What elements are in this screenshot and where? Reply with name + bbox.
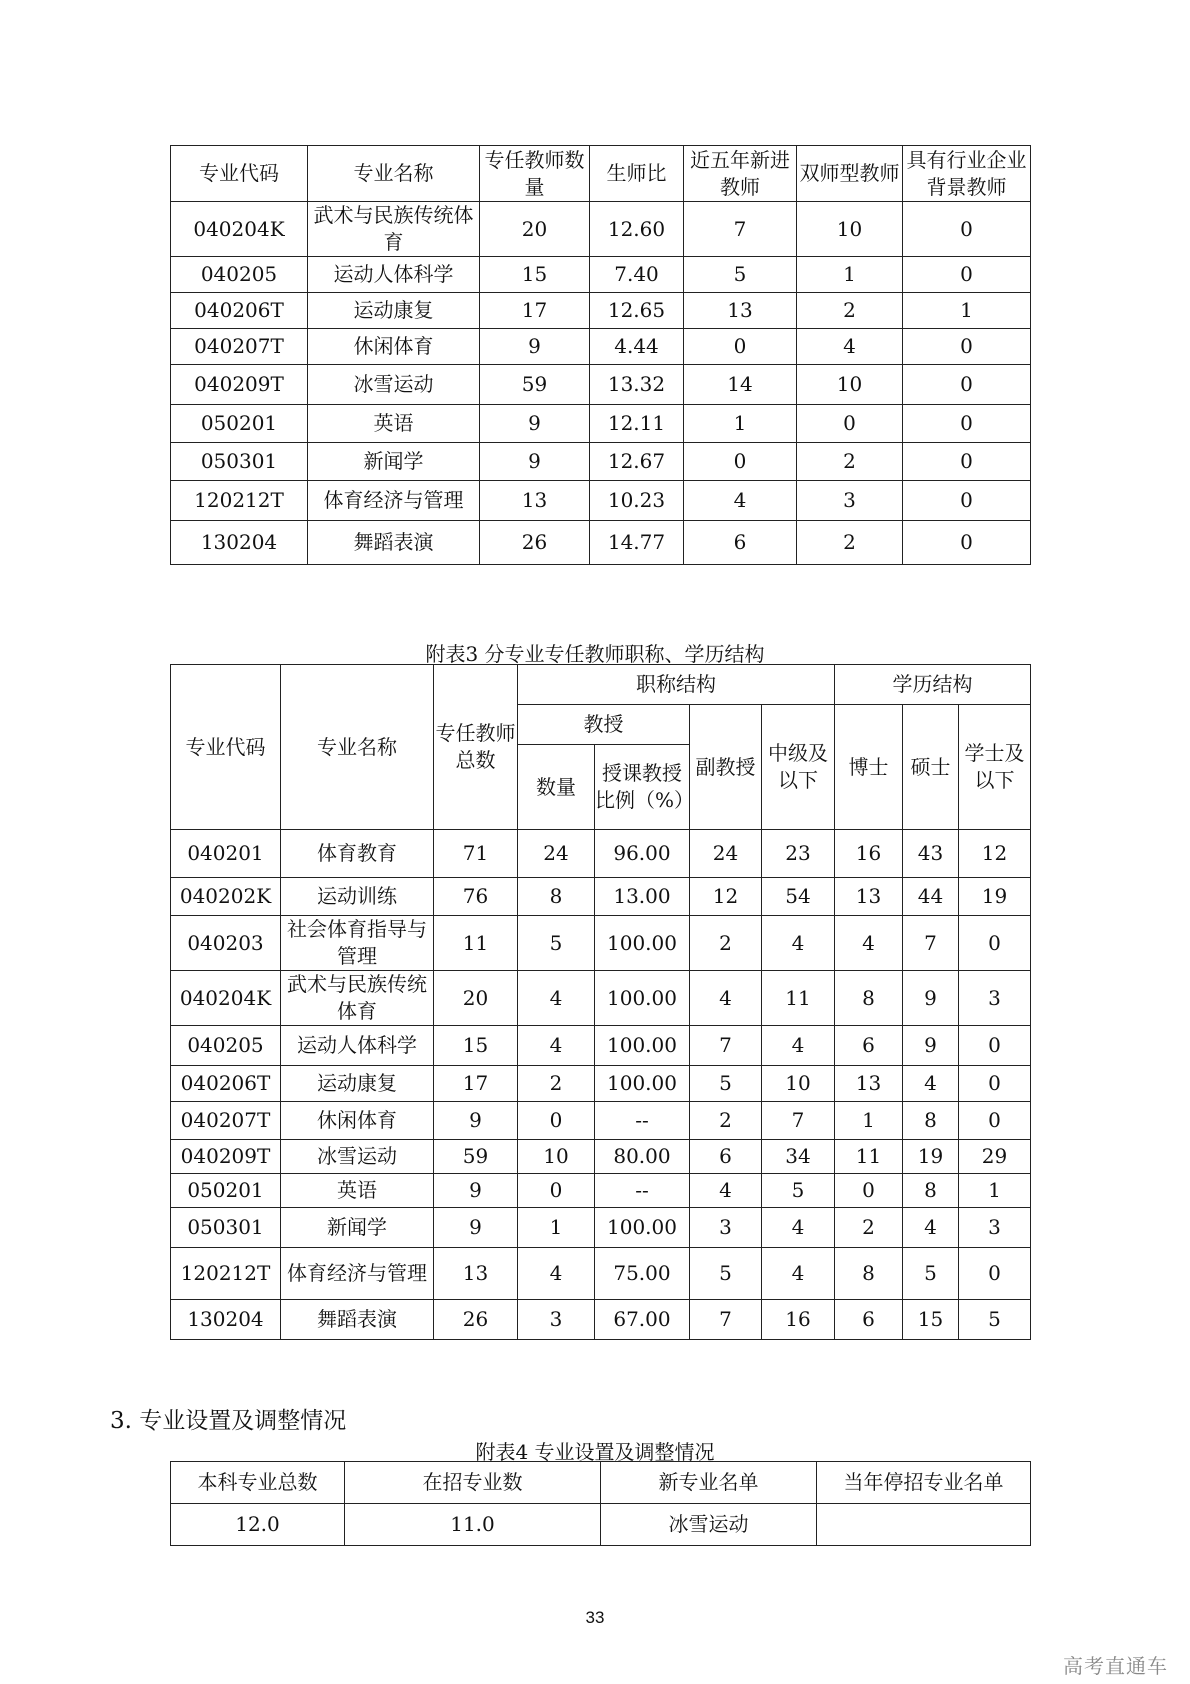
header-cell: 双师型教师 <box>797 146 903 202</box>
table-cell: 1 <box>903 293 1031 329</box>
table-cell: 社会体育指导与管理 <box>281 916 434 971</box>
faculty-ratio-table <box>170 145 1031 565</box>
table-cell: 3 <box>959 1208 1031 1248</box>
table-cell: 0 <box>903 521 1031 565</box>
table-cell: 050301 <box>171 443 308 481</box>
table-cell: 12.67 <box>590 443 684 481</box>
table-cell: 9 <box>903 971 959 1026</box>
table-cell: 040204K <box>171 202 308 257</box>
table-row <box>171 405 1031 443</box>
table-cell: 7 <box>690 1026 762 1066</box>
table-row <box>171 481 1031 521</box>
table-cell: 13 <box>684 293 797 329</box>
header-cell: 生师比 <box>590 146 684 202</box>
table-cell: -- <box>595 1174 690 1208</box>
table-cell: 80.00 <box>595 1140 690 1174</box>
table-cell: 0 <box>903 443 1031 481</box>
table-cell: 120212T <box>171 481 308 521</box>
table-cell: 54 <box>762 878 835 916</box>
header-prof-count: 数量 <box>518 745 595 830</box>
table-cell: 10 <box>797 202 903 257</box>
table-cell: 16 <box>762 1300 835 1340</box>
table-cell: 13.00 <box>595 878 690 916</box>
table-cell: 9 <box>434 1174 518 1208</box>
table-row <box>171 1248 1031 1300</box>
header-cell: 近五年新进教师 <box>684 146 797 202</box>
table4-caption: 附表4 专业设置及调整情况 <box>475 1440 715 1464</box>
table-cell: 040206T <box>171 293 308 329</box>
table-cell: 17 <box>434 1066 518 1102</box>
table-cell: 运动人体科学 <box>281 1026 434 1066</box>
table-cell: 20 <box>480 202 590 257</box>
table-cell: 1 <box>684 405 797 443</box>
table-row <box>171 916 1031 971</box>
table-cell: 武术与民族传统体育 <box>281 971 434 1026</box>
table-cell: 舞蹈表演 <box>281 1300 434 1340</box>
watermark-text: 高考直通车 <box>1063 1654 1168 1678</box>
table-cell: 8 <box>835 1248 903 1300</box>
table-cell: 15 <box>480 257 590 293</box>
header-cell: 新专业名单 <box>601 1462 817 1504</box>
table-cell: 100.00 <box>595 1026 690 1066</box>
table-cell: 13 <box>835 878 903 916</box>
header-mid-level: 中级及以下 <box>762 705 835 830</box>
table-cell: 040207T <box>171 329 308 365</box>
table-cell: 0 <box>684 329 797 365</box>
table-cell: 4 <box>797 329 903 365</box>
table-cell: 4 <box>762 1248 835 1300</box>
table-cell: 040206T <box>171 1066 281 1102</box>
table-cell: 5 <box>903 1248 959 1300</box>
table-cell: 舞蹈表演 <box>308 521 480 565</box>
table-cell: 2 <box>797 443 903 481</box>
table-cell: 59 <box>480 365 590 405</box>
table-row <box>171 329 1031 365</box>
table-cell: 4 <box>518 971 595 1026</box>
table-cell: 10 <box>797 365 903 405</box>
table-cell: 0 <box>959 916 1031 971</box>
table-cell: 12 <box>959 830 1031 878</box>
table-row <box>171 202 1031 257</box>
table-cell: 7 <box>690 1300 762 1340</box>
table-cell: 0 <box>518 1102 595 1140</box>
table-cell: 2 <box>518 1066 595 1102</box>
table-cell: 15 <box>903 1300 959 1340</box>
table-cell: 体育经济与管理 <box>308 481 480 521</box>
table-cell: 9 <box>480 329 590 365</box>
table-row <box>171 1300 1031 1340</box>
table-cell: 体育教育 <box>281 830 434 878</box>
table-cell: 5 <box>762 1174 835 1208</box>
header-assoc-prof: 副教授 <box>690 705 762 830</box>
table-cell: 19 <box>959 878 1031 916</box>
table-cell: 5 <box>959 1300 1031 1340</box>
table-cell: 9 <box>434 1208 518 1248</box>
table-cell: 5 <box>518 916 595 971</box>
table-cell: 120212T <box>171 1248 281 1300</box>
table-cell: 050201 <box>171 1174 281 1208</box>
table-cell: 040209T <box>171 365 308 405</box>
header-code: 专业代码 <box>171 665 281 830</box>
table-row <box>171 878 1031 916</box>
table-cell: 13 <box>835 1066 903 1102</box>
table-cell: 0 <box>959 1102 1031 1140</box>
header-total: 专任教师总数 <box>434 665 518 830</box>
table-cell: 12.60 <box>590 202 684 257</box>
table-cell: 9 <box>480 405 590 443</box>
table-cell: 43 <box>903 830 959 878</box>
table-cell: 24 <box>518 830 595 878</box>
table-cell: 23 <box>762 830 835 878</box>
table-cell: 96.00 <box>595 830 690 878</box>
table-cell: 9 <box>480 443 590 481</box>
table-cell: 3 <box>797 481 903 521</box>
table-cell: -- <box>595 1102 690 1140</box>
table-cell: 75.00 <box>595 1248 690 1300</box>
table-cell: 休闲体育 <box>308 329 480 365</box>
table-cell: 4 <box>762 1208 835 1248</box>
header-prof-ratio: 授课教授比例（%） <box>595 745 690 830</box>
table-cell: 11 <box>835 1140 903 1174</box>
table-cell: 040202K <box>171 878 281 916</box>
table-cell: 12.65 <box>590 293 684 329</box>
header-cell: 当年停招专业名单 <box>817 1462 1031 1504</box>
table-cell: 6 <box>690 1140 762 1174</box>
table-cell: 3 <box>518 1300 595 1340</box>
table-cell: 12.11 <box>590 405 684 443</box>
header-master: 硕士 <box>903 705 959 830</box>
table-cell: 16 <box>835 830 903 878</box>
table-cell: 5 <box>690 1066 762 1102</box>
table-cell: 3 <box>959 971 1031 1026</box>
table-cell: 4 <box>903 1208 959 1248</box>
header-phd: 博士 <box>835 705 903 830</box>
table-cell: 冰雪运动 <box>281 1140 434 1174</box>
table-cell: 冰雪运动 <box>308 365 480 405</box>
table-cell: 2 <box>835 1208 903 1248</box>
table-cell: 运动训练 <box>281 878 434 916</box>
table-row <box>171 1102 1031 1140</box>
table-cell: 040205 <box>171 1026 281 1066</box>
table-cell: 1 <box>959 1174 1031 1208</box>
header-cell: 专业代码 <box>171 146 308 202</box>
table-cell: 100.00 <box>595 971 690 1026</box>
table-cell: 4 <box>518 1248 595 1300</box>
table-cell: 14 <box>684 365 797 405</box>
table-cell: 050201 <box>171 405 308 443</box>
table-row <box>171 1140 1031 1174</box>
table-row <box>171 1066 1031 1102</box>
table-cell: 59 <box>434 1140 518 1174</box>
page-number: 33 <box>585 1608 605 1627</box>
table-cell: 26 <box>480 521 590 565</box>
table-cell: 050301 <box>171 1208 281 1248</box>
table-cell: 2 <box>690 916 762 971</box>
table-cell: 1 <box>835 1102 903 1140</box>
title-degree-structure-table <box>170 664 1031 1340</box>
table-cell: 24 <box>690 830 762 878</box>
table-cell: 1 <box>797 257 903 293</box>
table-cell: 3 <box>690 1208 762 1248</box>
table-cell: 11.0 <box>345 1504 601 1546</box>
table-cell <box>817 1504 1031 1546</box>
table-cell: 8 <box>518 878 595 916</box>
table-cell: 2 <box>690 1102 762 1140</box>
table-cell: 0 <box>835 1174 903 1208</box>
table-cell: 冰雪运动 <box>601 1504 817 1546</box>
table-cell: 13.32 <box>590 365 684 405</box>
header-cell: 本科专业总数 <box>171 1462 345 1504</box>
table-cell: 0 <box>903 405 1031 443</box>
table-cell: 10.23 <box>590 481 684 521</box>
table-cell: 武术与民族传统体育 <box>308 202 480 257</box>
table-cell: 12.0 <box>171 1504 345 1546</box>
table-cell: 130204 <box>171 521 308 565</box>
table-cell: 0 <box>903 481 1031 521</box>
table3-caption: 附表3 分专业专任教师职称、学历结构 <box>425 642 765 666</box>
table-cell: 040209T <box>171 1140 281 1174</box>
table-cell: 11 <box>762 971 835 1026</box>
table-cell: 100.00 <box>595 1066 690 1102</box>
table-cell: 0 <box>518 1174 595 1208</box>
table-cell: 0 <box>684 443 797 481</box>
table-cell: 13 <box>434 1248 518 1300</box>
table-cell: 4 <box>690 971 762 1026</box>
table-cell: 休闲体育 <box>281 1102 434 1140</box>
table-cell: 130204 <box>171 1300 281 1340</box>
table-header-row <box>171 1462 1031 1504</box>
table-cell: 34 <box>762 1140 835 1174</box>
table-cell: 040205 <box>171 257 308 293</box>
table-cell: 体育经济与管理 <box>281 1248 434 1300</box>
table-cell: 0 <box>797 405 903 443</box>
table-cell: 9 <box>434 1102 518 1140</box>
table-cell: 7 <box>762 1102 835 1140</box>
table-row <box>171 365 1031 405</box>
table-cell: 100.00 <box>595 916 690 971</box>
table-cell: 19 <box>903 1140 959 1174</box>
table-cell: 4 <box>903 1066 959 1102</box>
section-heading: 3. 专业设置及调整情况 <box>110 1408 347 1434</box>
header-cell: 具有行业企业背景教师 <box>903 146 1031 202</box>
header-degree-structure: 学历结构 <box>835 665 1031 705</box>
table-cell: 13 <box>480 481 590 521</box>
header-cell: 在招专业数 <box>345 1462 601 1504</box>
table-cell: 新闻学 <box>281 1208 434 1248</box>
table-cell: 29 <box>959 1140 1031 1174</box>
table-cell: 8 <box>835 971 903 1026</box>
table-row <box>171 521 1031 565</box>
table-cell: 新闻学 <box>308 443 480 481</box>
table-cell: 100.00 <box>595 1208 690 1248</box>
table-cell: 4 <box>835 916 903 971</box>
table-cell: 1 <box>518 1208 595 1248</box>
table-cell: 040201 <box>171 830 281 878</box>
table-row <box>171 1504 1031 1546</box>
table-cell: 11 <box>434 916 518 971</box>
table-cell: 040204K <box>171 971 281 1026</box>
table-cell: 0 <box>959 1248 1031 1300</box>
table-row <box>171 1026 1031 1066</box>
table-cell: 4 <box>684 481 797 521</box>
header-cell: 专业名称 <box>308 146 480 202</box>
header-name: 专业名称 <box>281 665 434 830</box>
table-cell: 040207T <box>171 1102 281 1140</box>
table-cell: 4.44 <box>590 329 684 365</box>
table-cell: 运动康复 <box>281 1066 434 1102</box>
table-row <box>171 1174 1031 1208</box>
table-row <box>171 443 1031 481</box>
table-cell: 26 <box>434 1300 518 1340</box>
header-professor: 教授 <box>518 705 690 745</box>
table-header-row <box>171 146 1031 202</box>
table-cell: 英语 <box>308 405 480 443</box>
table-cell: 20 <box>434 971 518 1026</box>
table-row <box>171 1208 1031 1248</box>
table-cell: 0 <box>903 202 1031 257</box>
table-cell: 8 <box>903 1102 959 1140</box>
table-cell: 7.40 <box>590 257 684 293</box>
table-row <box>171 293 1031 329</box>
table-cell: 10 <box>518 1140 595 1174</box>
table-cell: 8 <box>903 1174 959 1208</box>
table-header-row <box>171 665 1031 705</box>
table-cell: 12 <box>690 878 762 916</box>
header-cell: 专任教师数量 <box>480 146 590 202</box>
table-cell: 10 <box>762 1066 835 1102</box>
header-bachelor: 学士及以下 <box>959 705 1031 830</box>
table-cell: 7 <box>684 202 797 257</box>
table-row <box>171 971 1031 1026</box>
table-cell: 15 <box>434 1026 518 1066</box>
table-cell: 4 <box>690 1174 762 1208</box>
table-cell: 6 <box>835 1300 903 1340</box>
table-cell: 5 <box>684 257 797 293</box>
table-cell: 17 <box>480 293 590 329</box>
table-cell: 6 <box>835 1026 903 1066</box>
table-cell: 76 <box>434 878 518 916</box>
table-cell: 71 <box>434 830 518 878</box>
major-adjustment-table <box>170 1461 1031 1546</box>
table-cell: 6 <box>684 521 797 565</box>
table-row <box>171 830 1031 878</box>
table-cell: 英语 <box>281 1174 434 1208</box>
table-cell: 4 <box>762 916 835 971</box>
table-cell: 9 <box>903 1026 959 1066</box>
header-title-structure: 职称结构 <box>518 665 835 705</box>
table-cell: 2 <box>797 521 903 565</box>
table-row <box>171 257 1031 293</box>
table-cell: 运动康复 <box>308 293 480 329</box>
table-cell: 4 <box>518 1026 595 1066</box>
table-cell: 0 <box>959 1026 1031 1066</box>
table-cell: 0 <box>903 365 1031 405</box>
table-cell: 44 <box>903 878 959 916</box>
table-cell: 4 <box>762 1026 835 1066</box>
table-cell: 0 <box>903 257 1031 293</box>
table-cell: 5 <box>690 1248 762 1300</box>
table-cell: 67.00 <box>595 1300 690 1340</box>
table-cell: 040203 <box>171 916 281 971</box>
table-cell: 14.77 <box>590 521 684 565</box>
table-cell: 0 <box>959 1066 1031 1102</box>
table-cell: 7 <box>903 916 959 971</box>
table-cell: 2 <box>797 293 903 329</box>
table-cell: 0 <box>903 329 1031 365</box>
table-cell: 运动人体科学 <box>308 257 480 293</box>
